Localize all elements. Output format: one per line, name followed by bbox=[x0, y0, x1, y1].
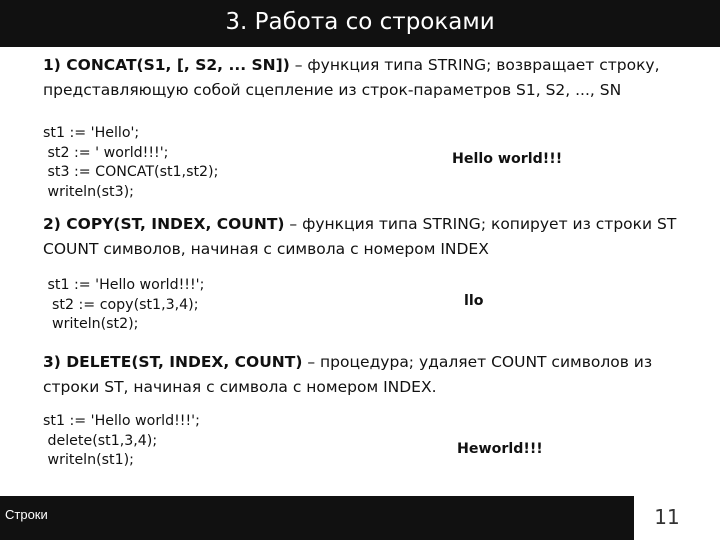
concat-text: – функция типа STRING; возвращает строку, представляющую собой сцепление из строк-параметров S1, S2, ..., SN bbox=[43, 56, 660, 99]
code-line: st2 := copy(st1,3,4); bbox=[43, 296, 199, 313]
copy-result: llo bbox=[464, 293, 484, 309]
copy-signature: 2) COPY(ST, INDEX, COUNT) bbox=[43, 215, 285, 233]
concat-signature: 1) CONCAT(S1, [, S2, ... SN]) bbox=[43, 56, 290, 74]
code-line: st1 := 'Hello world!!!'; bbox=[43, 413, 200, 429]
delete-code-block bbox=[43, 412, 200, 471]
concat-code-block bbox=[43, 124, 218, 202]
delete-text: – процедура; удаляет COUNT символов из строки ST, начиная с символа с номером INDEX. bbox=[43, 353, 653, 396]
code-line: writeln(st1); bbox=[43, 452, 134, 468]
code-line: writeln(st3); bbox=[43, 183, 134, 200]
copy-text: – функция типа STRING; копирует из строки ST COUNT символов, начиная с символа с номером INDEX bbox=[43, 215, 677, 258]
copy-description bbox=[43, 212, 693, 262]
concat-result: Hello world!!! bbox=[452, 151, 563, 167]
delete-description bbox=[43, 350, 693, 400]
slide-title: 3. Работа со строками bbox=[225, 9, 495, 35]
footer-bar bbox=[0, 496, 634, 540]
code-line: st1 := 'Hello'; bbox=[43, 125, 140, 141]
delete-result: Heworld!!! bbox=[457, 441, 543, 457]
delete-signature: 3) DELETE(ST, INDEX, COUNT) bbox=[43, 353, 303, 371]
code-line: st3 := CONCAT(st1,st2); bbox=[43, 164, 219, 180]
copy-code-block bbox=[43, 276, 204, 335]
code-line: st2 := ' world!!!'; bbox=[43, 144, 169, 161]
code-line: st1 := 'Hello world!!!'; bbox=[43, 277, 205, 293]
code-line: writeln(st2); bbox=[43, 316, 139, 332]
code-line: delete(st1,3,4); bbox=[43, 432, 158, 449]
footer-label: Строки bbox=[5, 507, 48, 522]
concat-description bbox=[43, 53, 693, 103]
page-number: 11 bbox=[654, 505, 680, 529]
